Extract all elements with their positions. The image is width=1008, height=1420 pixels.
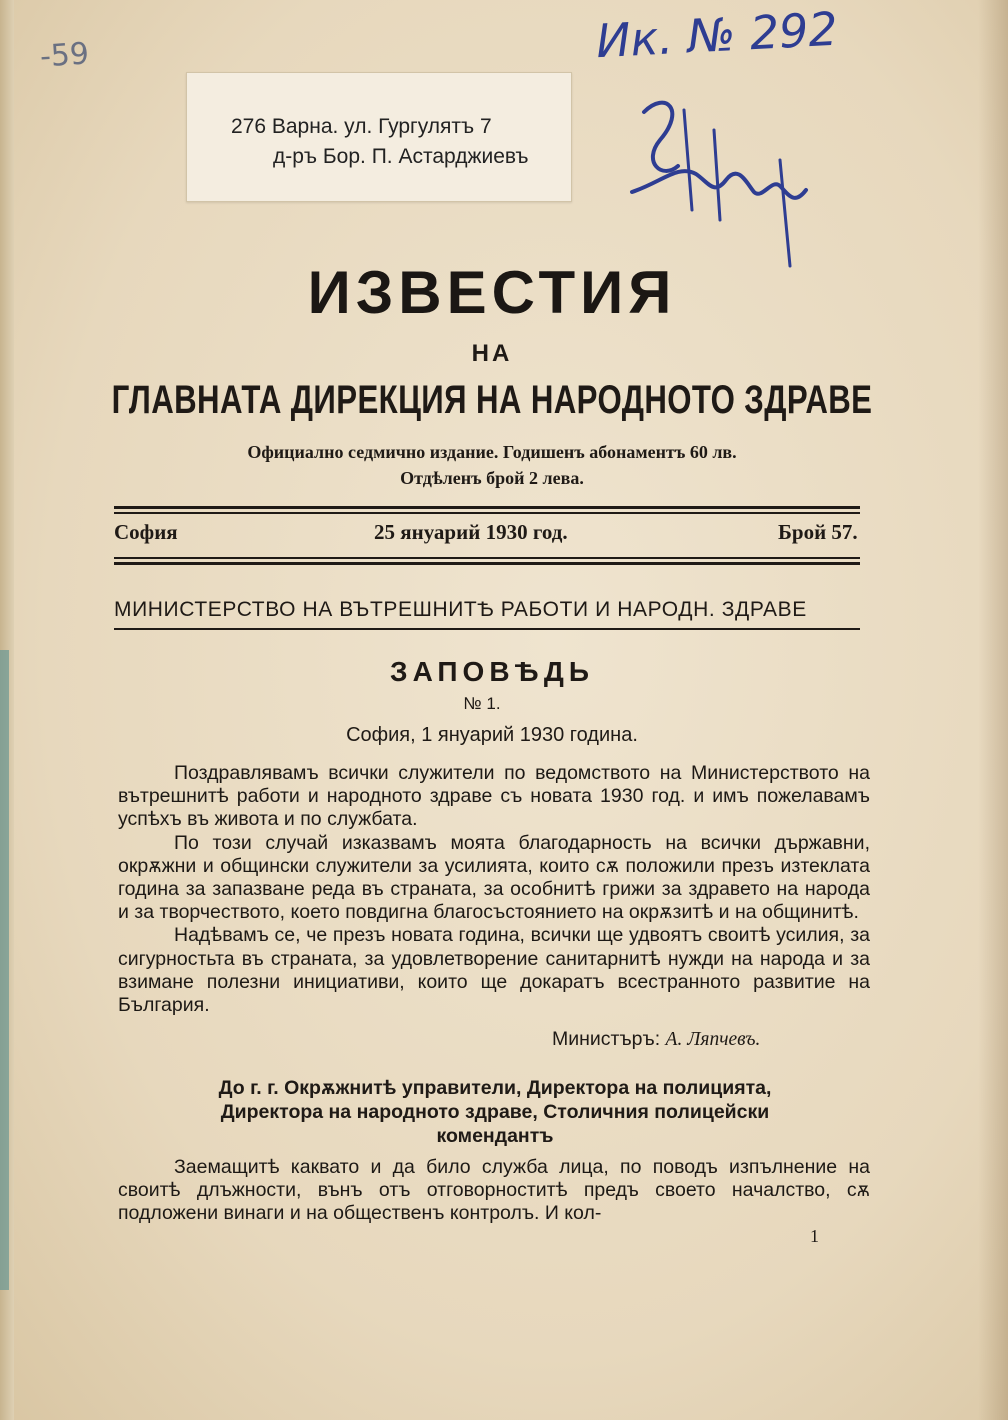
order-title: ЗАПОВѢДЬ bbox=[390, 656, 594, 687]
body-paragraph: Заемащитѣ каквато и да било служба лица, по поводъ изпълнение на своитѣ длъжности, вънъ отъ отговорноститѣ предъ своето началство, сѫ подложени винаги и на общественъ контролъ. И кол- bbox=[118, 1156, 870, 1225]
header-rule-top bbox=[114, 506, 860, 509]
dateline-date: 25 януарий 1930 год. bbox=[374, 520, 568, 544]
dateline-issue: Брой 57. bbox=[778, 520, 858, 544]
title-connector: НА bbox=[471, 340, 513, 367]
dateline-place: София bbox=[114, 520, 178, 544]
order-paragraph-2: По този случай изказвамъ моята благодарность на всички държавни, окрѫжни и общински служители за усилията, които сѫ положили презъ изтеклата година за запазване реда въ страната, за особнитѣ грижи за здравето на народа и за творчеството, което повдигна благосъстоянието на окрѫзитѣ и на общинитѣ. bbox=[118, 831, 870, 924]
addressee-line-3: комендантъ bbox=[436, 1125, 554, 1147]
order-paragraph-1: Поздравлявамъ всички служители по ведомството на Министерството на вътрешнитѣ работи и народното здраве съ новата 1930 год. и имъ пожелавамъ успѣхъ въ живота и по службата. bbox=[118, 762, 870, 831]
header-rule-bottom-thin bbox=[114, 557, 860, 559]
subscription-info-2: Отдѣленъ брой 2 лева. bbox=[400, 468, 584, 488]
label-line-2: д-ръ Бор. П. Астарджиевъ bbox=[273, 145, 529, 168]
body-text bbox=[118, 1156, 870, 1226]
order-paragraph-3: Надѣвамъ се, че презъ новата година, всички ще удвоятъ своитѣ усилия, за сигурностьта въ страната, за удовлетворение санитарнитѣ нужди на народа и за взимане полезни инициативи, които ще докаратъ всестранното развитие на България. bbox=[118, 924, 870, 1017]
minister-label: Министъръ: bbox=[552, 1028, 661, 1050]
address-label-sticker bbox=[186, 72, 572, 202]
publication-subtitle: ГЛАВНАТА ДИРЕКЦИЯ НА НАРОДНОТО ЗДРАВЕ bbox=[111, 378, 873, 422]
ministry-rule bbox=[114, 628, 860, 630]
order-number: № 1. bbox=[463, 694, 501, 713]
inventory-number-ink: Ик. № 292 bbox=[594, 1, 839, 69]
minister-name: А. Ляпчевъ. bbox=[665, 1029, 761, 1050]
handwritten-signature bbox=[622, 70, 822, 280]
label-line-1: 276 Варна. ул. Гургулятъ 7 bbox=[231, 115, 492, 138]
addressee-line-2: Директора на народното здраве, Столичния полицейски bbox=[220, 1101, 770, 1123]
order-body bbox=[118, 762, 870, 1017]
subscription-info-1: Официално седмично издание. Годишенъ абонаментъ 60 лв. bbox=[247, 442, 737, 462]
minister-signature-line bbox=[552, 1028, 760, 1051]
addressee-line-1: До г. г. Окрѫжнитѣ управители, Директора на полицията, bbox=[218, 1077, 772, 1099]
publication-title: ИЗВЕСТИЯ bbox=[307, 259, 677, 326]
header-rule-bottom bbox=[114, 562, 860, 565]
page-edge-shadow bbox=[978, 0, 1008, 1420]
pencil-annotation: -59 bbox=[38, 36, 91, 75]
addressee-heading bbox=[130, 1076, 860, 1148]
ministry-heading: МИНИСТЕРСТВО НА ВЪТРЕШНИТѢ РАБОТИ И НАРОДН. ЗДРАВЕ bbox=[114, 598, 807, 621]
header-rule-top-thin bbox=[114, 512, 860, 514]
page-number: 1 bbox=[810, 1226, 819, 1246]
order-date: София, 1 януарий 1930 година. bbox=[346, 724, 638, 746]
